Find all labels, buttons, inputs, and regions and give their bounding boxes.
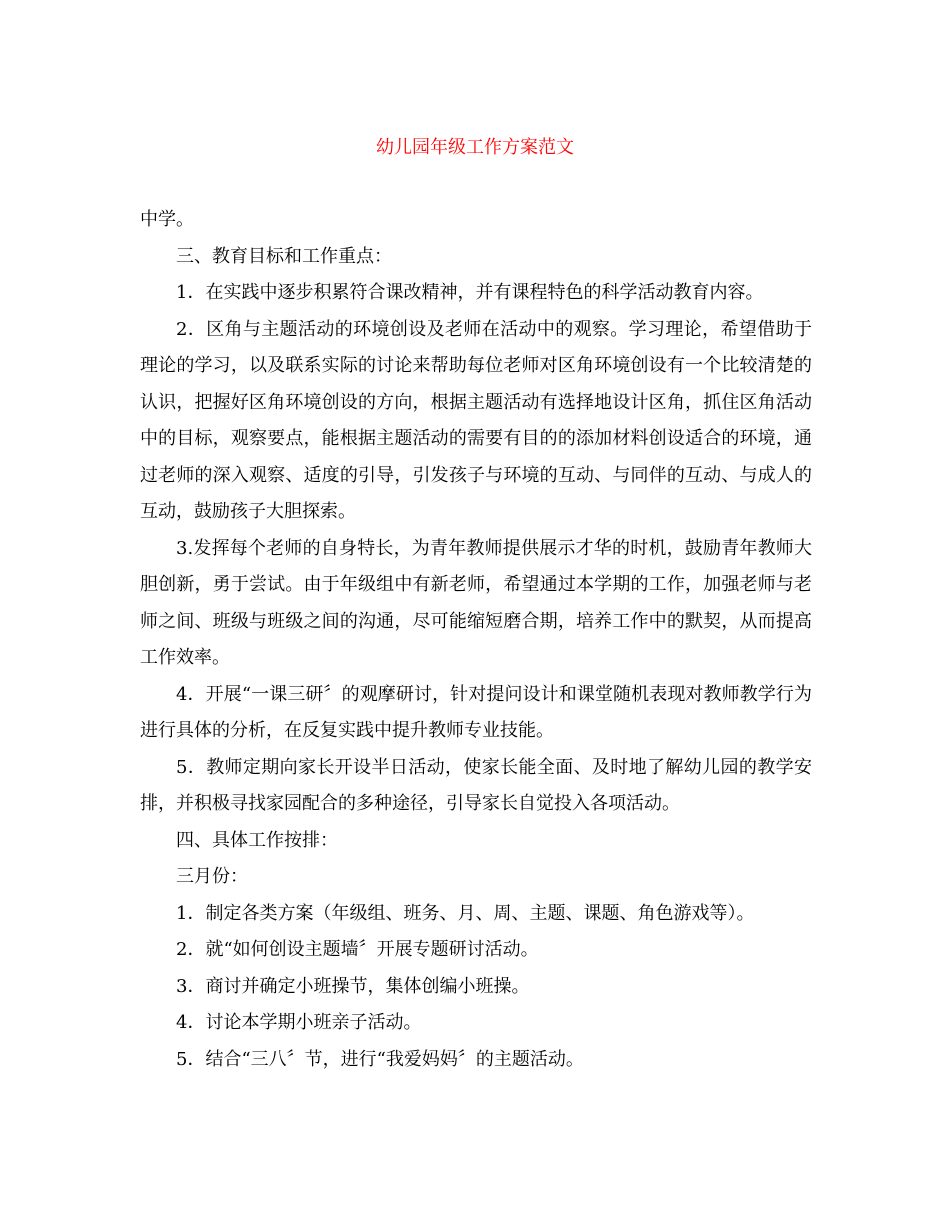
goal-item-1: 1．在实践中逐步积累符合课改精神，并有课程特色的科学活动教育内容。 — [176, 282, 764, 303]
march-item-5: 5．结合“三八〞节，进行“我爱妈妈〞的主题活动。 — [176, 1048, 584, 1070]
goal-item-3: 3.发挥每个老师的自身特长，为青年教师提供展示才华的时机，鼓励青年教师大胆创新，勇于尝试。由于年级组中有新老师，希望通过本学期的工作，加强老师与老师之间、班级与班级之间的沟通，尽可能缩短磨合期，培养工作中的默契，从而提高工作效率。 — [140, 537, 812, 668]
document-body — [140, 202, 812, 1078]
march-item-3: 3．商讨并确定小班操节，集体创编小班操。 — [176, 975, 530, 997]
month-heading-march: 三月份： — [176, 866, 248, 887]
march-item-4: 4．讨论本学期小班亲子活动。 — [176, 1012, 422, 1033]
march-item-2: 2．就“如何创设主题墙〞开展专题研讨活动。 — [176, 939, 539, 960]
goal-item-2: 2．区角与主题活动的环境创设及老师在活动中的观察。学习理论，希望借助于理论的学习，以及联系实际的讨论来帮助每位老师对区角环境创设有一个比较清楚的认识，把握好区角环境创设的方向，根据主题活动有选择地设计区角，抓住区角活动中的目标，观察要点，能根据主题活动的需要有目的的添加材料创设适合的环境，通过老师的深入观察、适度的引导，引发孩子与环境的互动、与同伴的互动、与成人的互动，鼓励孩子大胆探索。 — [140, 318, 812, 522]
goal-item-5: 5．教师定期向家长开设半日活动，使家长能全面、及时地了解幼儿园的教学安排，并积极寻找家园配合的多种途径，引导家长自觉投入各项活动。 — [140, 756, 812, 814]
document-title: 幼儿园年级工作方案范文 — [376, 137, 574, 158]
goal-item-4: 4．开展“一课三研〞的观摩研讨，针对提问设计和课堂随机表现对教师教学行为进行具体的分析，在反复实践中提升教师专业技能。 — [140, 683, 812, 741]
section-heading-goals: 三、教育目标和工作重点： — [176, 245, 392, 267]
section-heading-arrangement: 四、具体工作按排： — [176, 829, 338, 851]
paragraph-continuation: 中学。 — [140, 209, 194, 230]
march-item-1: 1．制定各类方案（年级组、班务、月、周、主题、课题、角色游戏等）。 — [176, 902, 755, 924]
